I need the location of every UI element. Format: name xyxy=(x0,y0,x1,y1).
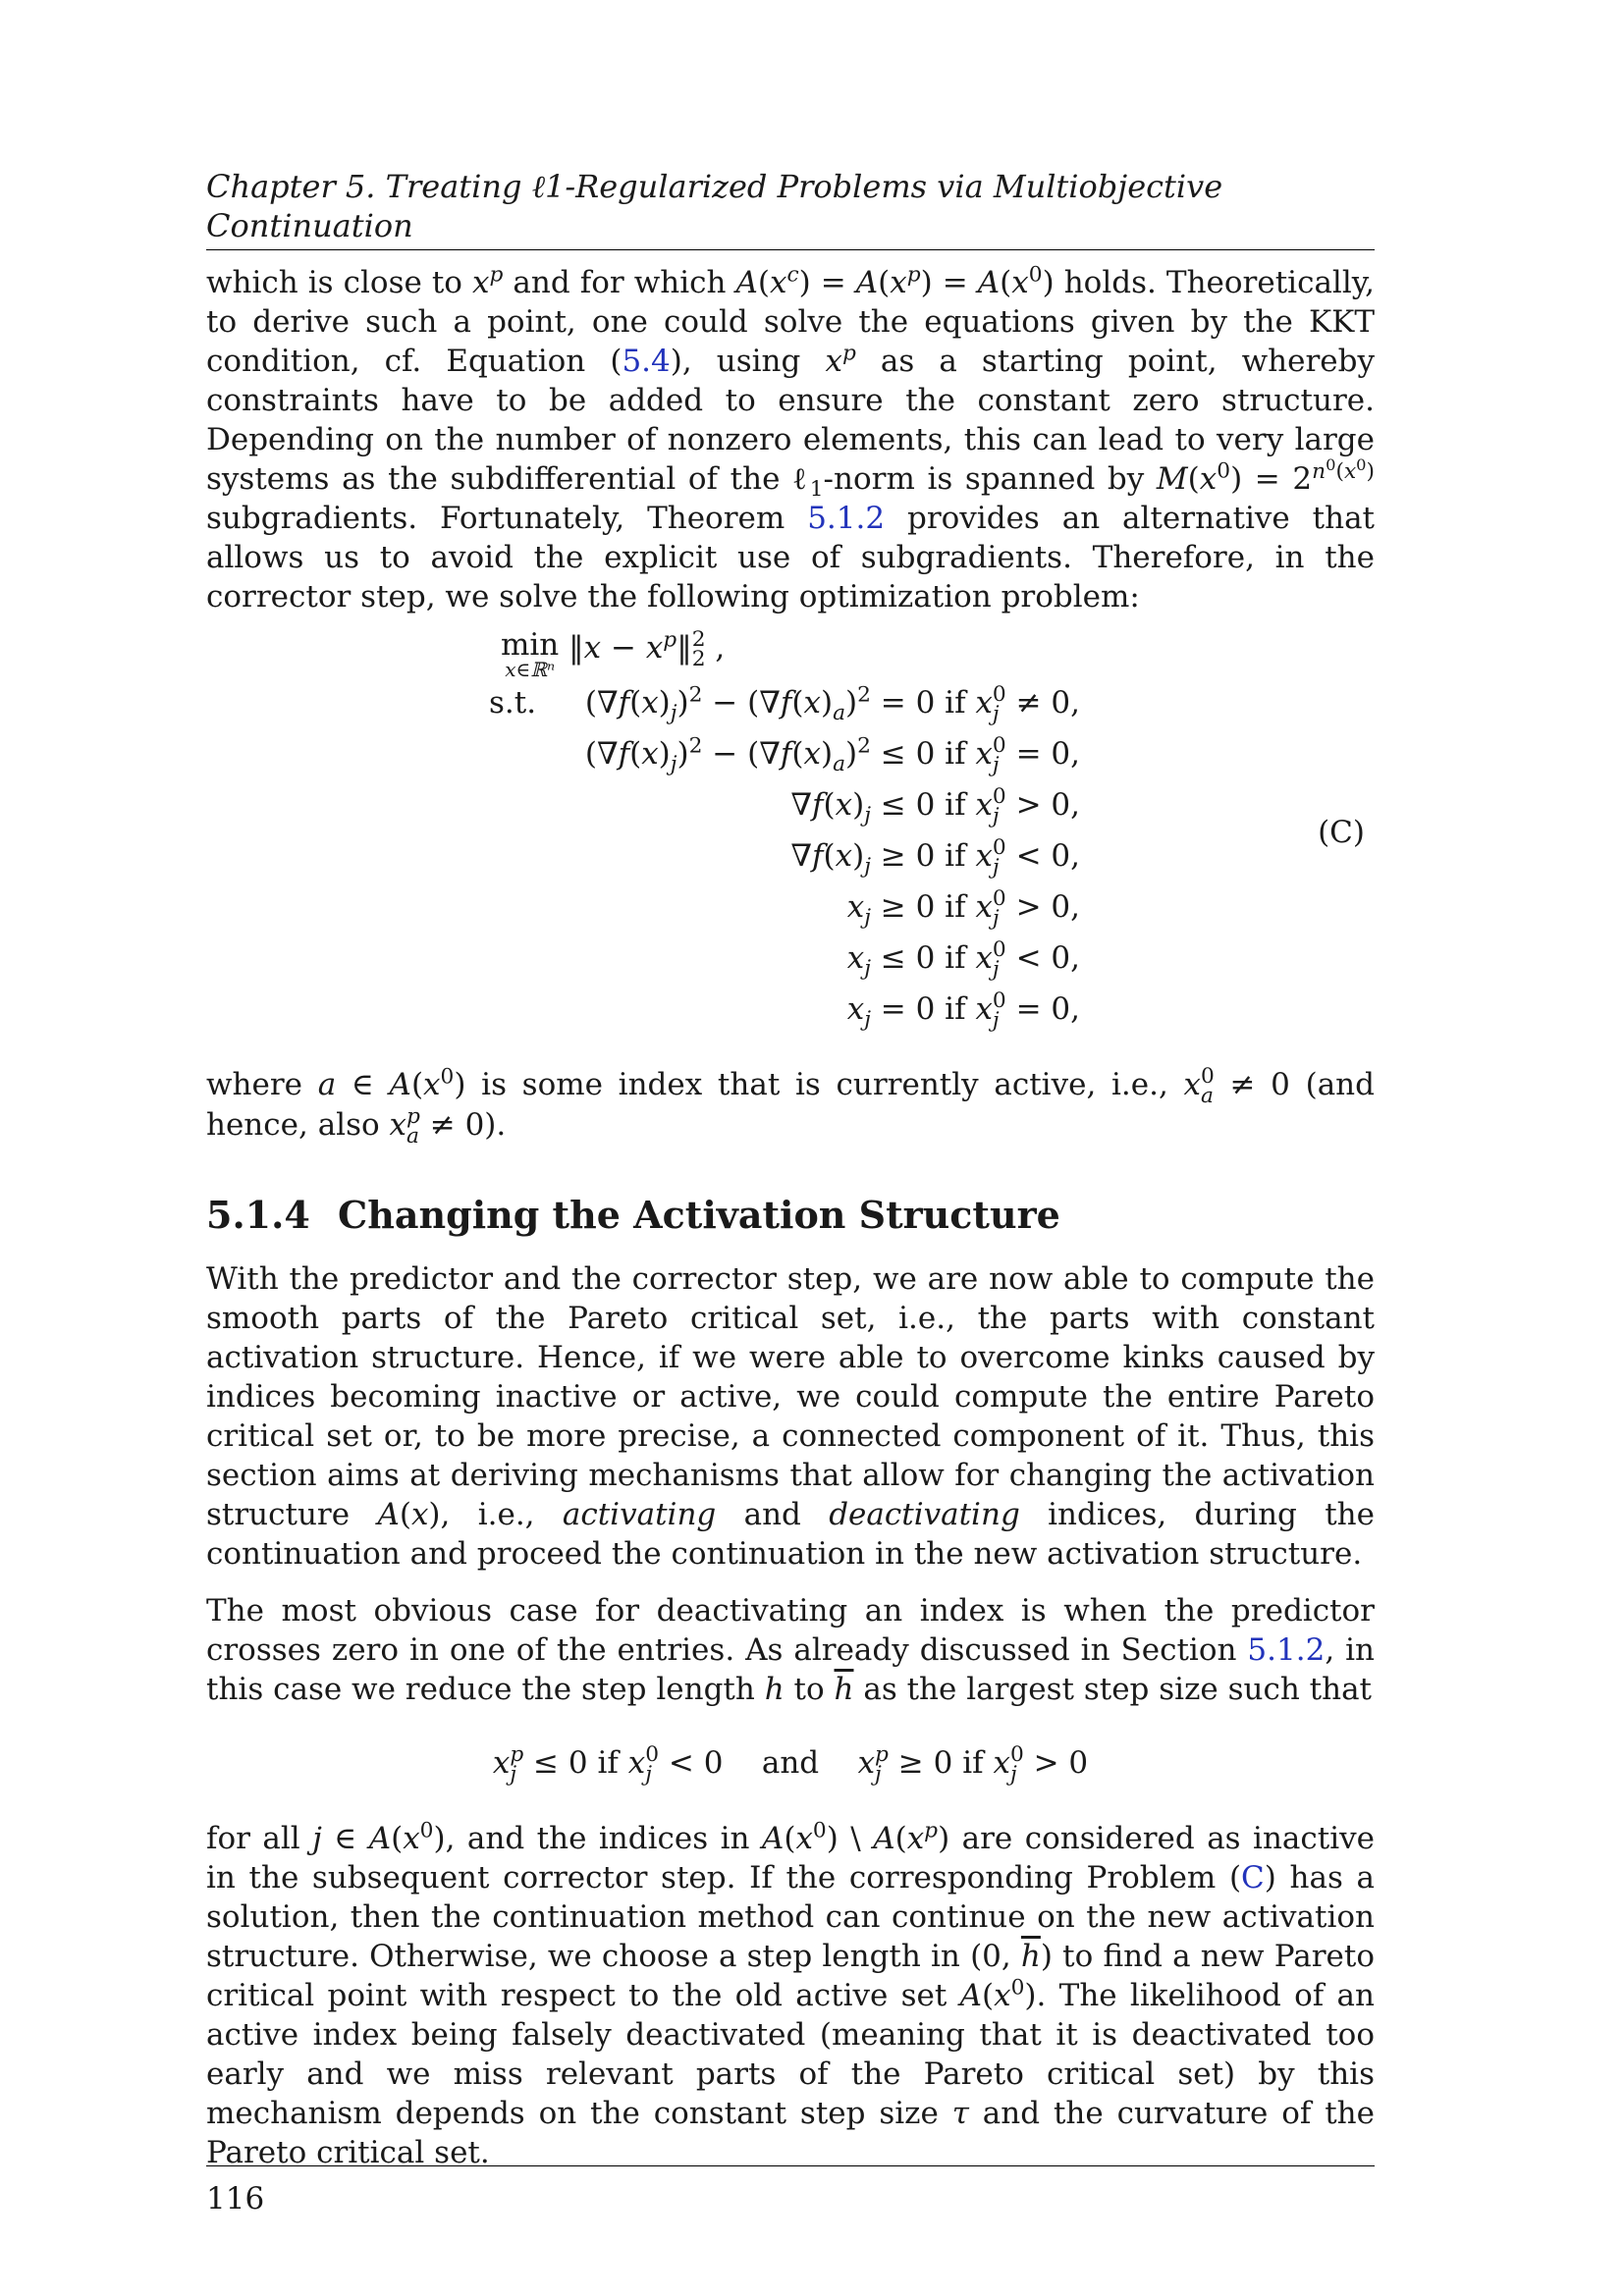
constraint-5: $x_j \ge 0$ if x 0 j > 0, xyxy=(846,886,1080,931)
constraint-6: $x_j \le 0$ if x 0 j < 0, xyxy=(846,937,1080,982)
section-heading xyxy=(206,1194,1060,1237)
equation-tag: (C) xyxy=(1318,815,1365,850)
st-label: s.t. xyxy=(489,685,537,721)
paragraph-section-intro: With the predictor and the corrector step, we are now able to compute the smooth parts of the Pareto critical set, i.e., the parts with constant activation structure. Hence, if we were able to overcome kinks caused by indices becoming inactive or active, we could compute the entire Pareto critical set or, to be more precise, a connected component of it. Thus, this section aims at deriving mechanisms that allow for changing the activation structure A(x), i.e., activating and deactivating indices, during the continuation and proceed the continuation in the new activation structure. The most obvious case for deactivating an index is when the predictor crosses zero in one of the entries. As already discussed in Section 5.1.2, in this case we reduce the step length h to $\overline{h}$ as the largest step size such that xyxy=(206,1261,1376,1707)
running-header: Chapter 5. Treating ℓ1-Regularized Problems via Multiobjective Continuation xyxy=(206,167,1375,250)
optimization-problem xyxy=(206,618,1375,1041)
section-number: 5.1.4 xyxy=(206,1193,310,1237)
section-reference-link[interactable]: 5.1.2 xyxy=(1247,1632,1326,1668)
theorem-reference-link[interactable]: 5.1.2 xyxy=(807,501,886,536)
paragraph-intro: which is close to $x^p$ and for which $A(x^c) = A(x^p) = A(x^0)$ holds. Theoretically, to derive such a point, one could solve the equations given by the KKT condition, cf. Equation (5.4), using $x^p$ as a starting point, whereby constraints have to be added to ensure the constant zero structure. Depending on the number of nonzero elements, this can lead to very large systems as the subdifferential of the ℓ$_1$-norm is spanned by $M(x^0) = 2^{n^0(x^0)}$ subgradients. Fortunately, Theorem 5.1.2 provides an alternative that allows us to avoid the explicit use of subgradients. Therefore, in the corrector step, we solve the following optimization problem: xyxy=(206,262,1376,614)
constraint-4: $\nabla f(x)_j \ge 0$ if x 0 j < 0, xyxy=(790,835,1080,880)
paragraph-active-index: where a ∈ $A(x^0)$ is some index that is currently active, i.e., x 0 a ≠ 0 (and hence, also x p a ≠ 0). xyxy=(206,1063,1375,1148)
objective-line: min x∈ℝⁿ ‖x − $x^p‖$ 2 2 , xyxy=(501,627,726,681)
constraint-3: $\nabla f(x)_j \le 0$ if x 0 j > 0, xyxy=(790,784,1080,828)
constraint-7: $x_j = 0$ if x 0 j = 0, xyxy=(846,988,1080,1033)
problem-reference-link[interactable]: C xyxy=(1241,1860,1265,1896)
page xyxy=(206,0,1375,2296)
step-size-condition: x p j ≤ 0 if x 0 j < 0 and x p j ≥ 0 if x 0 j > 0 xyxy=(492,1742,1089,1787)
paragraph-deactivation: for all j ∈ $A(x^0)$, and the indices in $A(x^0)$ \ $A(x^p)$ are considered as inactive in the subsequent corrector step. If the corresponding Problem (C) has a solution, then the continuation method can continue on the new activation structure. Otherwise, we choose a step length in (0, $\overline{h}$) to find a new Pareto critical point with respect to the old active set $A(x^0)$. The likelihood of an active index being falsely deactivated (meaning that it is deactivated too early and we miss relevant parts of the Pareto critical set) by this mechanism depends on the constant step size τ and the curvature of the Pareto critical set. xyxy=(206,1818,1376,2170)
constraint-1: $(\nabla f(x)_j)^2 - (\nabla f(x)_a)^2 = 0$ if x 0 j ≠ 0, xyxy=(584,682,1080,726)
footer-rule xyxy=(206,2165,1375,2166)
equation-reference-link[interactable]: 5.4 xyxy=(622,344,671,379)
constraint-2: $(\nabla f(x)_j)^2 - (\nabla f(x)_a)^2 \le 0$ if x 0 j = 0, xyxy=(584,733,1080,777)
section-title: Changing the Activation Structure xyxy=(338,1193,1060,1237)
page-number: 116 xyxy=(206,2181,265,2216)
